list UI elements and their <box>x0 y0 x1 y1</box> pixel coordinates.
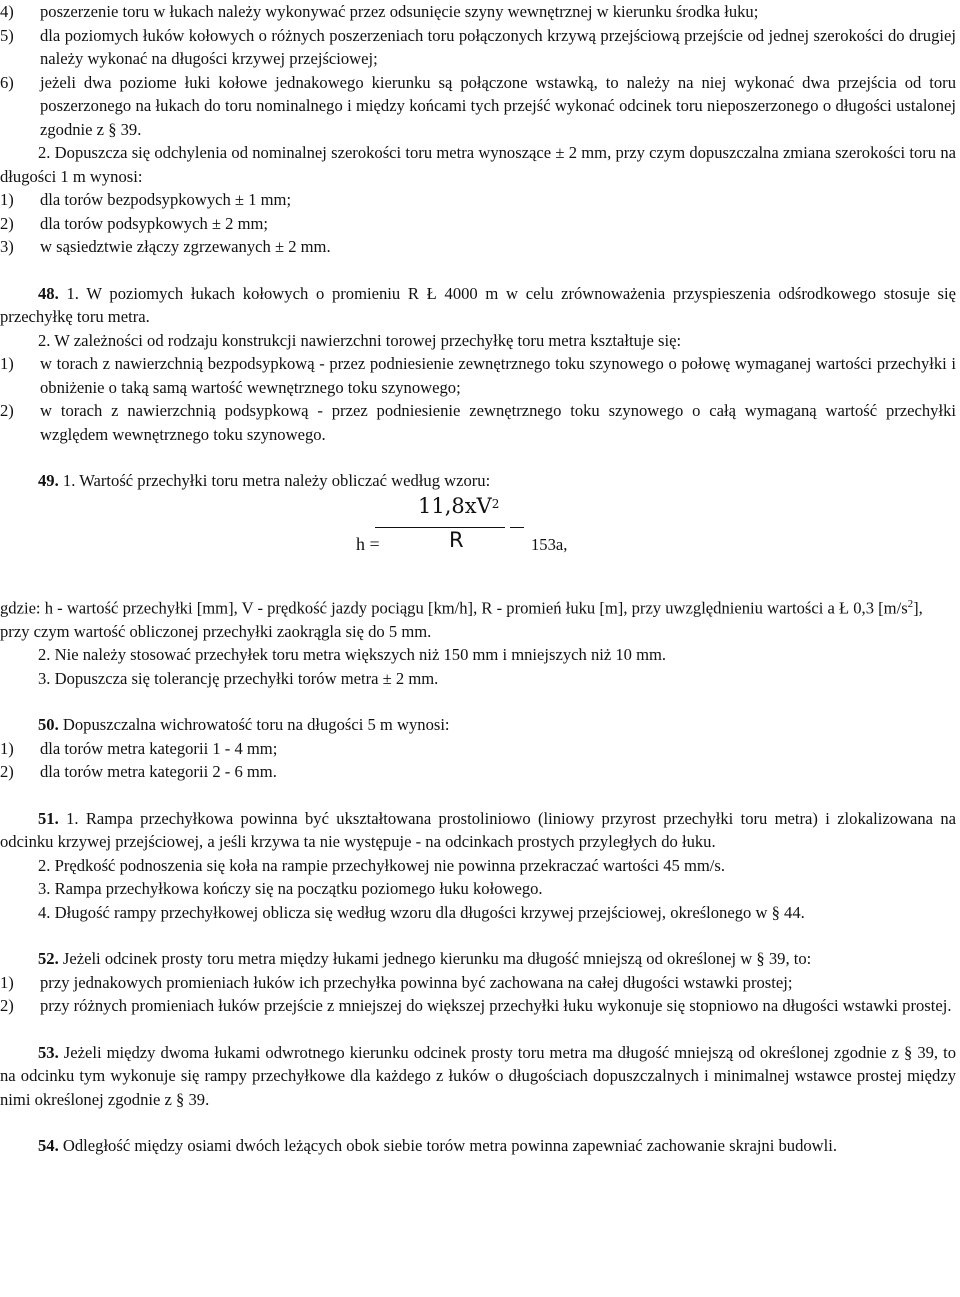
list-item <box>0 352 956 399</box>
list-item <box>0 235 956 259</box>
numerator-text: 11,8xV <box>418 493 492 518</box>
list-number: 2) <box>0 401 14 420</box>
fraction-dash <box>510 527 524 528</box>
section-label: 50. <box>38 715 59 735</box>
section-label: 48. <box>38 283 59 303</box>
legend-text: gdzie: h - wartość przechyłki [mm], V - prędkość jazdy pociągu [km/h], R - promień łuku [m], przy uwzględnieniu wartości a Ł 0,3 [m/s <box>0 598 908 618</box>
list-item <box>0 0 956 24</box>
paragraph: 2. Prędkość podnoszenia się koła na rampie przechyłkowej nie powinna przekraczać wartości 45 mm/s. <box>38 855 726 875</box>
list-text: w torach z nawierzchnią bezpodsypkową - przez podniesienie zewnętrznego toku szynowego o połowę wymaganej wartości przechyłki i obniżenie o taką samą wartość wewnętrznego toku szynowego; <box>40 354 956 397</box>
list-item <box>0 212 956 236</box>
paragraph-text: Jeżeli odcinek prosty toru metra między łukami jednego kierunku ma długość mniejszą od określonej w § 39, to: <box>58 949 812 969</box>
list-text: dla torów bezpodsypkowych ± 1 mm; <box>40 190 292 209</box>
formula-legend <box>0 593 956 620</box>
list-item <box>0 760 956 784</box>
list-item <box>0 971 956 995</box>
list-text: jeżeli dwa poziome łuki kołowe jednakowego kierunku są połączone wstawką, to należy na niej wykonać dwa przejścia od toru poszerzonego na łukach do toru nominalnego i między końcami tych przejść wykonać odcinek toru nieposzerzonego o długości ustalonej zgodnie z § 39. <box>40 72 956 139</box>
section-label: 49. <box>38 471 59 490</box>
section-label: 53. <box>38 1042 59 1062</box>
formula <box>0 493 956 593</box>
list-number: 2) <box>0 762 14 782</box>
formula-reference: 153a, <box>531 534 568 554</box>
section-51 <box>0 807 956 854</box>
paragraph: 4. Długość rampy przechyłkowej oblicza się według wzoru dla długości krzywej przejściowej, określonego w § 44. <box>38 902 805 922</box>
legend-end: ], <box>913 598 923 618</box>
list-text: w torach z nawierzchnią podsypkową - przez podniesienie zewnętrznego toku szynowego o całą wymaganą wartość przechyłki względem wewnętrznego toku szynowego. <box>40 401 956 444</box>
formula-lhs: h = <box>356 533 380 554</box>
paragraph-text: 1. Wartość przechyłki toru metra należy obliczać według wzoru: <box>58 471 491 490</box>
list-number: 1) <box>0 738 14 758</box>
section-48 <box>0 282 956 329</box>
section-50 <box>0 713 956 737</box>
list-text: w sąsiedztwie złączy zgrzewanych ± 2 mm. <box>40 237 331 256</box>
paragraph-text: 1. Rampa przechyłkowa powinna być ukształtowana prostoliniowo (liniowy przyrost przechyłki toru metra) i zlokalizowana na odcinku krzywej przejściowej, a jeśli krzywa ta nie występuje - na odcinkach prostych przyległych do łuku. <box>0 808 956 852</box>
list-item <box>0 994 956 1018</box>
paragraph-text: 1. W poziomych łukach kołowych o promieniu R Ł 4000 m w celu zrównoważenia przyspieszenia odśrodkowego stosuje się przechyłkę toru metra. <box>0 283 956 326</box>
list-item <box>0 399 956 446</box>
section-label: 52. <box>38 949 59 969</box>
paragraph: przy czym wartość obliczonej przechyłki zaokrągla się do 5 mm. <box>0 621 432 641</box>
list-item <box>0 71 956 142</box>
list-number: 6) <box>0 72 14 92</box>
paragraph: 2. Nie należy stosować przechyłek toru metra większych niż 150 mm i mniejszych niż 10 mm. <box>38 645 667 665</box>
list-text: przy różnych promieniach łuków przejście z mniejszej do większej przechyłki łuku wykonuje się stopniowo na długości wstawki prostej. <box>40 996 952 1016</box>
list-text: poszerzenie toru w łukach należy wykonywać przez odsunięcie szyny wewnętrznej w kierunku środka łuku; <box>40 2 759 21</box>
list-text: dla poziomych łuków kołowych o różnych poszerzeniach toru połączonych krzywą przejściową przejście od jednej szerokości do drugiej należy wykonać na długości krzywej przejściowej; <box>40 25 956 68</box>
paragraph: 2. W zależności od rodzaju konstrukcji nawierzchni torowej przechyłkę toru metra kształtuje się: <box>38 330 682 350</box>
list-text: dla torów metra kategorii 2 - 6 mm. <box>40 762 277 782</box>
list-number: 1) <box>0 972 14 992</box>
list-number: 2) <box>0 996 14 1016</box>
fraction-bar <box>375 527 505 528</box>
list-item <box>0 24 956 71</box>
paragraph-text: Dopuszczalna wichrowatość toru na długości 5 m wynosi: <box>58 715 450 735</box>
section-label: 54. <box>38 1136 59 1156</box>
section-52 <box>0 947 956 971</box>
list-number: 5) <box>0 25 14 45</box>
list-number: 1) <box>0 354 14 373</box>
paragraph-text: Jeżeli między dwoma łukami odwrotnego kierunku odcinek prosty toru metra ma długość mniejszą od określonej zgodnie z § 39, to na odcinku tym wykonuje się rampy przechyłkowe dla każdego z łuków o długościach dopuszczalnych i minimalnej wstawce prostej między nimi określonej zgodnie z § 39. <box>0 1042 956 1109</box>
section-49 <box>0 469 956 493</box>
section-label: 51. <box>38 808 59 828</box>
section-53 <box>0 1041 956 1112</box>
paragraph: 3. Dopuszcza się tolerancję przechyłki torów metra ± 2 mm. <box>38 668 439 688</box>
paragraph: 3. Rampa przechyłkowa kończy się na początku poziomego łuku kołowego. <box>38 879 543 899</box>
list-number: 4) <box>0 2 14 21</box>
formula-numerator <box>418 495 499 519</box>
list-text: przy jednakowych promieniach łuków ich przechyłka powinna być zachowana na całej długości wstawki prostej; <box>40 972 793 992</box>
paragraph-text: Odległość między osiami dwóch leżących obok siebie torów metra powinna zapewniać zachowanie skrajni budowli. <box>58 1136 838 1156</box>
section-54 <box>0 1134 956 1158</box>
list-item <box>0 188 956 212</box>
list-text: dla torów metra kategorii 1 - 4 mm; <box>40 738 278 758</box>
list-text: dla torów podsypkowych ± 2 mm; <box>40 213 269 233</box>
formula-denominator: R <box>449 527 464 552</box>
list-number: 3) <box>0 237 14 256</box>
list-item <box>0 737 956 761</box>
list-number: 1) <box>0 190 14 209</box>
paragraph: 2. Dopuszcza się odchylenia od nominalnej szerokości toru metra wynoszące ± 2 mm, przy czym dopuszczalna zmiana szerokości toru na długości 1 m wynosi: <box>0 143 956 186</box>
numerator-exponent: 2 <box>491 496 500 511</box>
list-number: 2) <box>0 213 14 233</box>
legend-superscript: 2 <box>907 597 914 610</box>
